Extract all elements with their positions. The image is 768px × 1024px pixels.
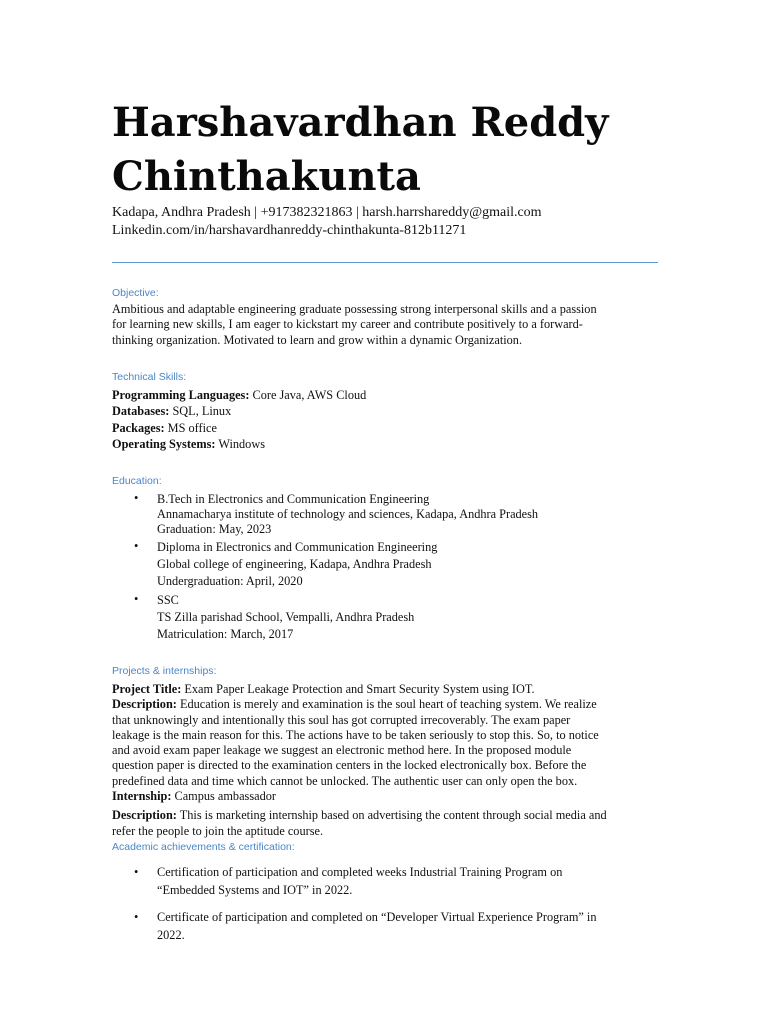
- objective-line: for learning new skills, I am eager to kickstart my career and contribute positively to a forward-: [112, 317, 583, 332]
- project-description-line: [112, 697, 660, 712]
- name-line-1: Harshavardhan Reddy: [112, 99, 609, 146]
- skills-section: [112, 370, 660, 452]
- objective-line: thinking organization. Motivated to learn and grow within a dynamic Organization.: [112, 332, 523, 347]
- description-text: This is marketing internship based on advertising the content through social media and: [176, 808, 607, 823]
- internship-row: [112, 789, 660, 804]
- objective-line: Ambitious and adaptable engineering graduate possessing strong interpersonal skills and a passion: [112, 302, 597, 316]
- skill-label: Operating Systems:: [112, 436, 216, 451]
- project-title-label: Project Title:: [112, 682, 182, 696]
- contact-info: [112, 204, 712, 240]
- bullet-icon: •: [134, 592, 139, 606]
- objective-section: [112, 286, 660, 348]
- bullet-icon: •: [134, 491, 139, 505]
- skill-value: Core Java, AWS Cloud: [249, 388, 367, 402]
- skill-value: MS office: [164, 420, 217, 435]
- skill-row: [112, 403, 660, 419]
- linkedin-url: Linkedin.com/in/harshavardhanreddy-chinthakunta-812b11271: [112, 223, 467, 238]
- internship-label: Internship:: [112, 789, 172, 804]
- header-divider: [112, 262, 658, 263]
- internship-value: Campus ambassador: [171, 789, 276, 804]
- education-item: [112, 491, 660, 537]
- skill-row: [112, 436, 660, 452]
- skill-value: Windows: [215, 436, 265, 451]
- project-title-value: Exam Paper Leakage Protection and Smart Security System using IOT.: [181, 682, 535, 696]
- skills-heading: Technical Skills:: [112, 371, 187, 383]
- project-description-line: that unknowingly and intentionally this soul has got corrupted irrecoverably. The exam paper: [112, 712, 571, 727]
- internship-description-line: [112, 808, 660, 823]
- project-description-line: leakage is the main reason for this. The actions have to be taken seriously to stop this. So, to notice: [112, 727, 599, 742]
- skill-row: [112, 387, 660, 403]
- achievement-item: [112, 863, 660, 899]
- achievement-line: Certification of participation and completed weeks Industrial Training Program on: [157, 865, 563, 879]
- education-heading: Education:: [112, 475, 162, 487]
- institution-name: Annamacharya institute of technology and sciences, Kadapa, Andhra Pradesh: [157, 507, 539, 521]
- projects-section: [112, 664, 660, 839]
- achievements-heading: Academic achievements & certification:: [112, 841, 295, 853]
- skill-row: [112, 420, 660, 436]
- description-label: Description:: [112, 697, 177, 712]
- education-item: [112, 592, 660, 643]
- achievements-section: [112, 840, 660, 953]
- institution-name: TS Zilla parishad School, Vempalli, Andhra Pradesh: [157, 610, 415, 624]
- objective-heading: Objective:: [112, 287, 159, 299]
- name-line-2: Chinthakunta: [112, 153, 421, 200]
- internship-description-line: refer the people to join the aptitude course.: [112, 823, 324, 838]
- institution-name: Global college of engineering, Kadapa, Andhra Pradesh: [157, 557, 432, 571]
- achievement-line: Certificate of participation and completed on “Developer Virtual Experience Program” in: [157, 910, 597, 924]
- degree-name: SSC: [157, 593, 179, 607]
- completion-date: Matriculation: March, 2017: [157, 627, 294, 641]
- skill-value: SQL, Linux: [169, 404, 232, 419]
- degree-name: B.Tech in Electronics and Communication Engineering: [157, 492, 430, 506]
- project-description-line: predefined data and time which cannot be unlocked. The authentic user can only open the box.: [112, 773, 578, 788]
- description-text: Education is merely and examination is the soul heart of teaching system. We realize: [176, 697, 597, 712]
- achievement-item: [112, 908, 660, 944]
- achievement-line: “Embedded Systems and IOT” in 2022.: [157, 883, 353, 897]
- degree-name: Diploma in Electronics and Communication Engineering: [157, 540, 438, 554]
- skill-label: Packages:: [112, 420, 165, 435]
- bullet-icon: •: [134, 865, 139, 879]
- bullet-icon: •: [134, 539, 139, 553]
- bullet-icon: •: [134, 910, 139, 924]
- project-description-line: question paper is directed to the examination centers in the locked electronically box. Before the: [112, 758, 587, 773]
- candidate-name: [112, 96, 712, 204]
- project-description-line: and avoid exam paper leakage we suggest an electronic method here. In the proposed module: [112, 743, 572, 758]
- projects-heading: Projects & internships:: [112, 665, 217, 677]
- education-section: [112, 474, 660, 643]
- skill-label: Databases:: [112, 404, 170, 419]
- skill-label: Programming Languages:: [112, 388, 250, 402]
- completion-date: Graduation: May, 2023: [157, 522, 272, 536]
- education-item: [112, 539, 660, 590]
- contact-line-1: Kadapa, Andhra Pradesh | +917382321863 | harsh.harrshareddy@gmail.com: [112, 205, 542, 220]
- project-title-row: [112, 682, 660, 697]
- description-label: Description:: [112, 808, 177, 823]
- achievement-line: 2022.: [157, 928, 185, 942]
- completion-date: Undergraduation: April, 2020: [157, 574, 303, 588]
